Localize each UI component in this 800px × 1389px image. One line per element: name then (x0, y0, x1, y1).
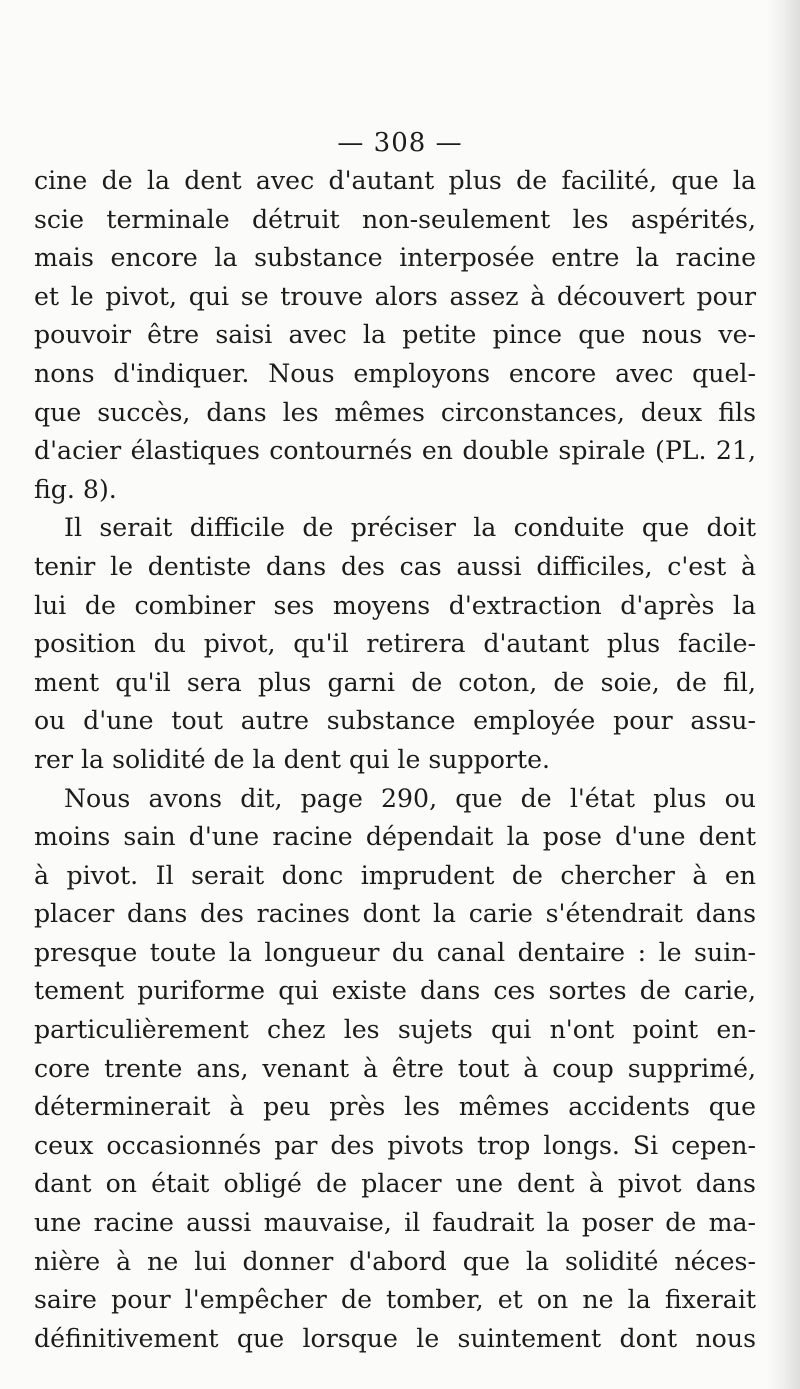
text-line: core trente ans, venant à être tout à coup supprimé, (34, 1053, 756, 1083)
text-line: nons d'indiquer. Nous employons encore avec quel- (34, 358, 756, 388)
text-line: moins sain d'une racine dépendait la pose d'une dent (34, 822, 756, 852)
text-line: placer dans des racines dont la carie s'étendrait dans (34, 899, 756, 929)
text-line: cine de la dent avec d'autant plus de facilité, que la (34, 166, 756, 195)
body-text (34, 162, 756, 1358)
text-line: rer la solidité de la dent qui le supporte. (34, 744, 550, 774)
text-line: déterminerait à peu près les mêmes accidents que (34, 1092, 756, 1122)
text-line: saire pour l'empêcher de tomber, et on ne la fixerait (34, 1285, 756, 1315)
text-line: à pivot. Il serait donc imprudent de chercher à en (34, 860, 756, 890)
text-line: tenir le dentiste dans des cas aussi difficiles, c'est à (34, 551, 756, 581)
text-line: nière à ne lui donner d'abord que la solidité néces- (34, 1246, 756, 1276)
text-line: tement puriforme qui existe dans ces sortes de carie, (34, 976, 756, 1006)
text-line: et le pivot, qui se trouve alors assez à découvert pour (34, 281, 756, 311)
binding-shadow (766, 0, 800, 1389)
text-line: une racine aussi mauvaise, il faudrait la poser de ma- (34, 1208, 756, 1238)
text-line: scie terminale détruit non-seulement les aspérités, (34, 204, 756, 234)
text-line: ceux occasionnés par des pivots trop longs. Si cepen- (34, 1130, 756, 1160)
text-line: que succès, dans les mêmes circonstances, deux fils (34, 397, 756, 427)
text-line: définitivement que lorsque le suintement dont nous (34, 1323, 756, 1353)
text-line: Il serait difficile de préciser la conduite que doit (64, 513, 756, 543)
text-line: ment qu'il sera plus garni de coton, de soie, de fil, (34, 667, 756, 697)
text-line: d'acier élastiques contournés en double spirale (PL. 21, (34, 436, 756, 466)
page-number: — 308 — (337, 128, 463, 158)
text-line: lui de combiner ses moyens d'extraction d'après la (34, 590, 756, 620)
text-line: mais encore la substance interposée entre la racine (34, 243, 756, 273)
text-line: ou d'une tout autre substance employée pour assu- (34, 706, 756, 736)
text-line: position du pivot, qu'il retirera d'autant plus facile- (34, 629, 756, 659)
text-line: fig. 8). (34, 474, 117, 504)
text-line: particulièrement chez les sujets qui n'ont point en- (34, 1015, 756, 1045)
text-line: presque toute la longueur du canal dentaire : le suin- (34, 937, 756, 967)
text-line: dant on était obligé de placer une dent à pivot dans (34, 1169, 756, 1199)
text-line: Nous avons dit, page 290, que de l'état plus ou (64, 783, 756, 813)
text-line: pouvoir être saisi avec la petite pince que nous ve- (34, 320, 756, 350)
